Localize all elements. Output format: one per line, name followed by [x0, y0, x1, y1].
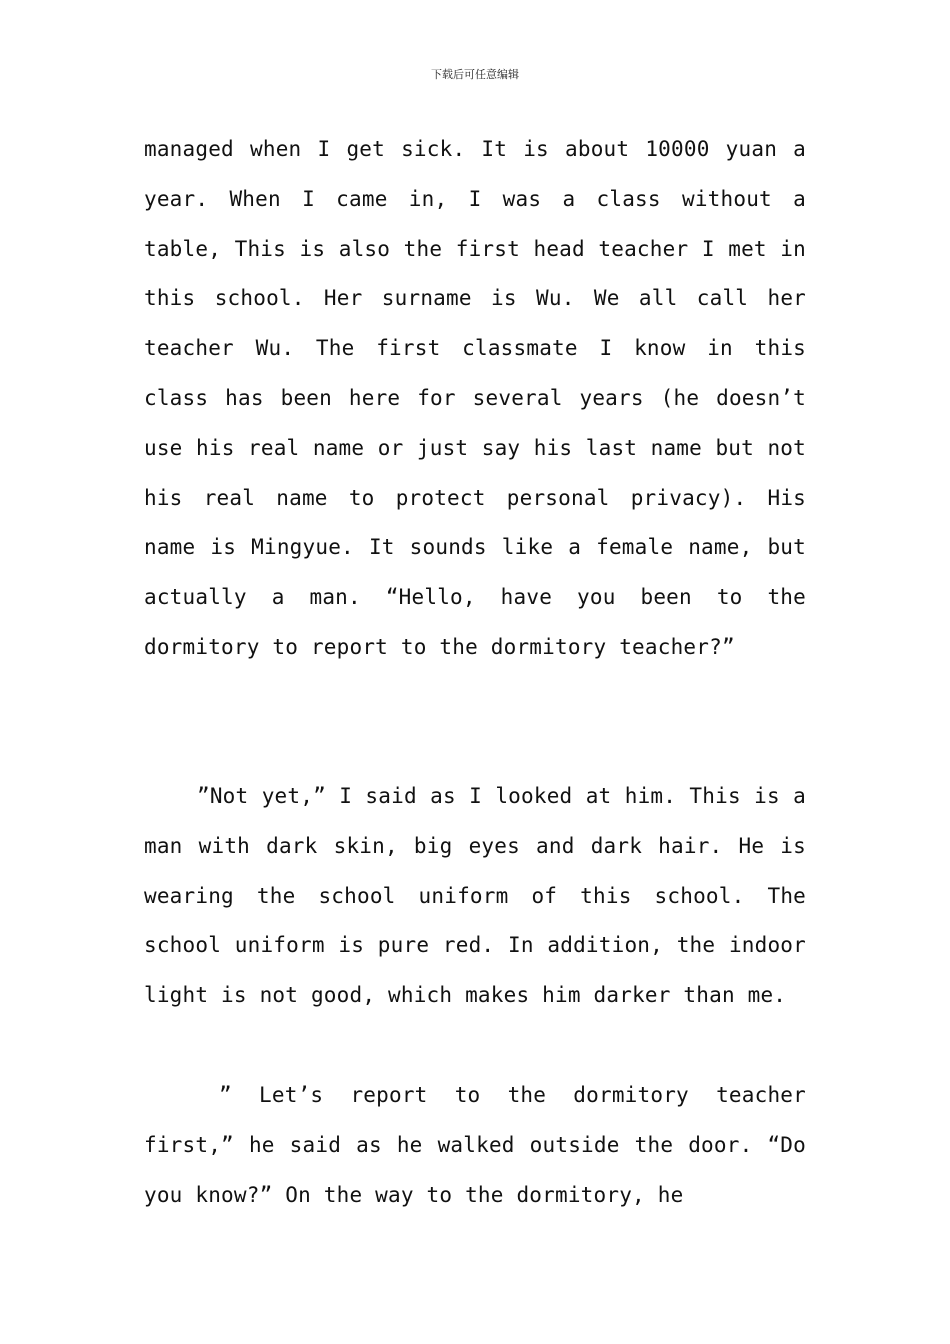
paragraph-1: managed when I get sick. It is about 10000 yuan a year. When I came in, I was a class without a table, This is also the first head teacher I met in this school. Her surname is Wu. We all call her teacher Wu. The first classmate I know in this class has been here for several years (he doesn’t use his real name or just say his last name but not his real name to protect personal privacy). His name is Mingyue. It sounds like a female name, but actually a man. “Hello, have you been to the dormitory to report to the dormitory teacher?” — [144, 137, 806, 659]
paragraph-3: ” Let’s report to the dormitory teacher first,” he said as he walked outside the door. “Do you know?” On the way to the dormitory, he — [144, 1083, 806, 1207]
paragraph-2: ”Not yet,” I said as I looked at him. This is a man with dark skin, big eyes and dark hair. He is wearing the school uniform of this school. The school uniform is pure red. In addition, the indoor light is not good, which makes him darker than me. — [144, 784, 806, 1008]
page-header: 下载后可任意编辑 — [431, 68, 519, 81]
